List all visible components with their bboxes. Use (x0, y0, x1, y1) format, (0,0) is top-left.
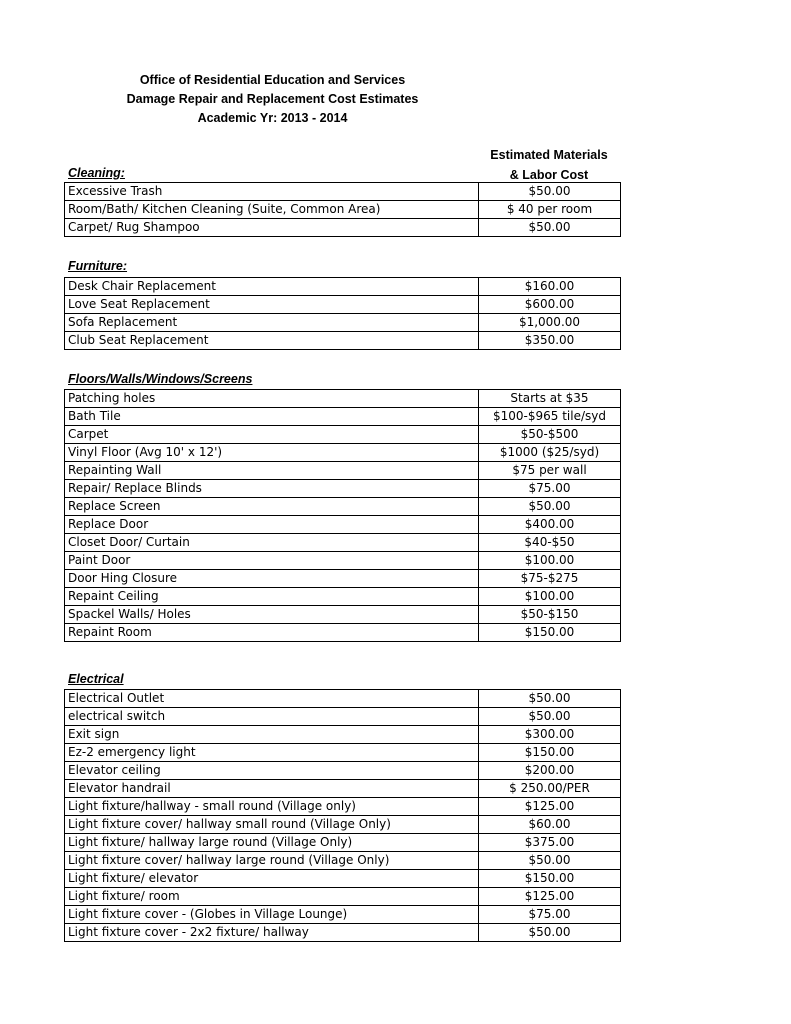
item-cell: Light fixture cover - (Globes in Village Lounge) (65, 906, 479, 924)
table-row (65, 798, 621, 816)
cost-cell: $50.00 (479, 708, 621, 726)
table-row (65, 870, 621, 888)
table-row (65, 219, 621, 237)
table-row (65, 332, 621, 350)
table-row (65, 816, 621, 834)
cost-cell: $50.00 (479, 183, 621, 201)
cost-column-header-line1: Estimated Materials (490, 148, 608, 162)
table-row (65, 570, 621, 588)
item-cell: Bath Tile (65, 408, 479, 426)
table-row (65, 606, 621, 624)
table-row (65, 314, 621, 332)
cost-cell: $1,000.00 (479, 314, 621, 332)
item-cell: Replace Screen (65, 498, 479, 516)
item-cell: Elevator ceiling (65, 762, 479, 780)
cost-cell: $300.00 (479, 726, 621, 744)
cost-cell: $160.00 (479, 278, 621, 296)
cost-cell: $50.00 (479, 690, 621, 708)
cost-cell: $40-$50 (479, 534, 621, 552)
item-cell: Light fixture/ hallway large round (Village Only) (65, 834, 479, 852)
cost-cell: $600.00 (479, 296, 621, 314)
cost-cell: $60.00 (479, 816, 621, 834)
item-cell: Paint Door (65, 552, 479, 570)
table-row (65, 726, 621, 744)
table-row (65, 462, 621, 480)
table-row (65, 183, 621, 201)
item-cell: Elevator handrail (65, 780, 479, 798)
cost-cell: $50.00 (479, 852, 621, 870)
item-cell: Excessive Trash (65, 183, 479, 201)
item-cell: Light fixture/hallway - small round (Village only) (65, 798, 479, 816)
cost-cell: $100-$965 tile/syd (479, 408, 621, 426)
cost-cell: $350.00 (479, 332, 621, 350)
item-cell: Electrical Outlet (65, 690, 479, 708)
cost-cell: $50.00 (479, 924, 621, 942)
cost-cell: $ 40 per room (479, 201, 621, 219)
cost-cell: $125.00 (479, 888, 621, 906)
item-cell: Door Hing Closure (65, 570, 479, 588)
furniture-table (64, 277, 621, 350)
office-title: Office of Residential Education and Services (139, 73, 406, 87)
cost-cell: $50-$150 (479, 606, 621, 624)
cleaning-table (64, 182, 621, 237)
table-row (65, 444, 621, 462)
item-cell: Repair/ Replace Blinds (65, 480, 479, 498)
table-row (65, 296, 621, 314)
cost-cell: $75 per wall (479, 462, 621, 480)
table-row (65, 780, 621, 798)
item-cell: Carpet (65, 426, 479, 444)
cost-cell: Starts at $35 (479, 390, 621, 408)
table-row (65, 762, 621, 780)
cost-cell: $150.00 (479, 870, 621, 888)
item-cell: Carpet/ Rug Shampoo (65, 219, 479, 237)
section-title-electrical: Electrical (68, 672, 124, 686)
item-cell: electrical switch (65, 708, 479, 726)
cost-cell: $50-$500 (479, 426, 621, 444)
cost-cell: $75-$275 (479, 570, 621, 588)
item-cell: Closet Door/ Curtain (65, 534, 479, 552)
table-row (65, 534, 621, 552)
table-row (65, 278, 621, 296)
cost-cell: $400.00 (479, 516, 621, 534)
electrical-table (64, 689, 621, 942)
table-row (65, 201, 621, 219)
section-title-furniture: Furniture: (68, 259, 128, 273)
table-row (65, 708, 621, 726)
item-cell: Sofa Replacement (65, 314, 479, 332)
table-row (65, 744, 621, 762)
cost-cell: $100.00 (479, 588, 621, 606)
table-row (65, 852, 621, 870)
cost-cell: $75.00 (479, 480, 621, 498)
cost-cell: $375.00 (479, 834, 621, 852)
table-row (65, 516, 621, 534)
item-cell: Room/Bath/ Kitchen Cleaning (Suite, Common Area) (65, 201, 479, 219)
item-cell: Desk Chair Replacement (65, 278, 479, 296)
table-row (65, 408, 621, 426)
item-cell: Light fixture cover/ hallway large round (Village Only) (65, 852, 479, 870)
table-row (65, 690, 621, 708)
table-row (65, 888, 621, 906)
table-row (65, 480, 621, 498)
cost-cell: $50.00 (479, 498, 621, 516)
table-row (65, 588, 621, 606)
academic-year: Academic Yr: 2013 - 2014 (197, 111, 348, 125)
item-cell: Repainting Wall (65, 462, 479, 480)
table-row (65, 834, 621, 852)
item-cell: Replace Door (65, 516, 479, 534)
item-cell: Vinyl Floor (Avg 10' x 12') (65, 444, 479, 462)
cost-cell: $150.00 (479, 624, 621, 642)
cost-cell: $200.00 (479, 762, 621, 780)
item-cell: Light fixture cover/ hallway small round (Village Only) (65, 816, 479, 834)
item-cell: Light fixture/ elevator (65, 870, 479, 888)
cost-cell: $125.00 (479, 798, 621, 816)
item-cell: Repaint Ceiling (65, 588, 479, 606)
item-cell: Light fixture/ room (65, 888, 479, 906)
table-row (65, 624, 621, 642)
table-row (65, 498, 621, 516)
item-cell: Club Seat Replacement (65, 332, 479, 350)
cost-cell: $1000 ($25/syd) (479, 444, 621, 462)
item-cell: Repaint Room (65, 624, 479, 642)
table-row (65, 552, 621, 570)
item-cell: Love Seat Replacement (65, 296, 479, 314)
item-cell: Light fixture cover - 2x2 fixture/ hallway (65, 924, 479, 942)
section-title-floors: Floors/Walls/Windows/Screens (68, 372, 253, 386)
item-cell: Ez-2 emergency light (65, 744, 479, 762)
table-row (65, 924, 621, 942)
table-row (65, 390, 621, 408)
cost-cell: $50.00 (479, 219, 621, 237)
item-cell: Spackel Walls/ Holes (65, 606, 479, 624)
cost-cell: $100.00 (479, 552, 621, 570)
table-row (65, 426, 621, 444)
floors-table (64, 389, 621, 642)
section-title-cleaning: Cleaning: (68, 166, 125, 180)
item-cell: Patching holes (65, 390, 479, 408)
document-title: Damage Repair and Replacement Cost Estimates (126, 92, 419, 106)
item-cell: Exit sign (65, 726, 479, 744)
cost-cell: $ 250.00/PER (479, 780, 621, 798)
table-row (65, 906, 621, 924)
cost-cell: $150.00 (479, 744, 621, 762)
cost-column-header-line2: & Labor Cost (509, 168, 589, 182)
cost-cell: $75.00 (479, 906, 621, 924)
